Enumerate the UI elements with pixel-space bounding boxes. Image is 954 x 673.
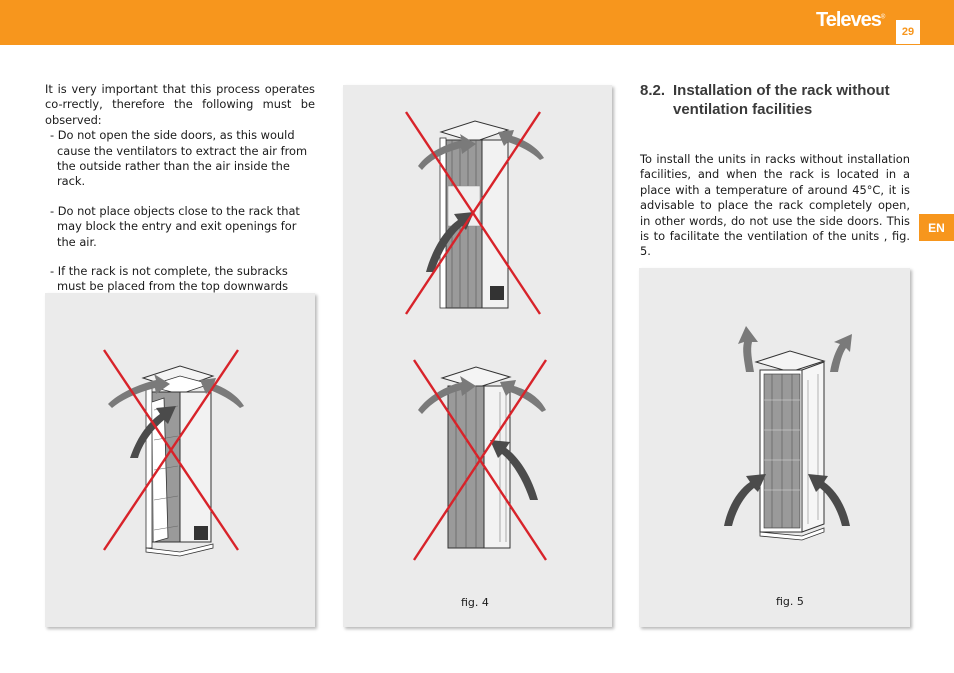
rack-illustration [756, 351, 824, 540]
recommendations-list [45, 128, 315, 310]
fig4-illustration [343, 85, 612, 627]
section-title-line1: Installation of the rack without [673, 82, 890, 99]
rack-illustration [442, 367, 510, 548]
fig5-caption: fig. 5 [776, 595, 804, 608]
illustration-panel-left [45, 293, 315, 627]
list-item: - Do not place objects close to the rack that may block the entry and exit openings for the air. [50, 203, 300, 249]
language-tab: EN [919, 214, 954, 241]
header-bar [0, 0, 954, 45]
section-title-line2: ventilation facilities [673, 101, 813, 118]
illustration-panel-fig4 [343, 85, 612, 627]
list-item: - If the rack is not complete, the subracks must be placed from the top downwards [50, 264, 289, 294]
left-column [45, 82, 315, 324]
brand-logo: Televes® [816, 9, 886, 31]
rack-open-door-illustration [45, 293, 315, 627]
section-heading [640, 81, 910, 119]
list-item: - Do not open the side doors, as this would cause the ventilators to extract the air from the outside rather than the air inside the rack. [50, 128, 308, 189]
section-paragraph: To install the units in racks without installation facilities, and when the rack is located in a place with a temperature of around 45°C, it is advisable to place the rack completely open, in other words, do not use the side doors. This is to facilitate the ventilation of the units , fig. 5. [640, 152, 910, 259]
fig4-caption: fig. 4 [461, 596, 489, 609]
page-number: 29 [896, 20, 920, 44]
illustration-panel-fig5 [639, 268, 910, 627]
fig5-illustration [639, 268, 910, 627]
right-column [640, 81, 910, 260]
section-number: 8.2. [640, 82, 666, 99]
intro-paragraph: It is very important that this process operates co-rrectly, therefore the following must be observed: [45, 82, 315, 127]
